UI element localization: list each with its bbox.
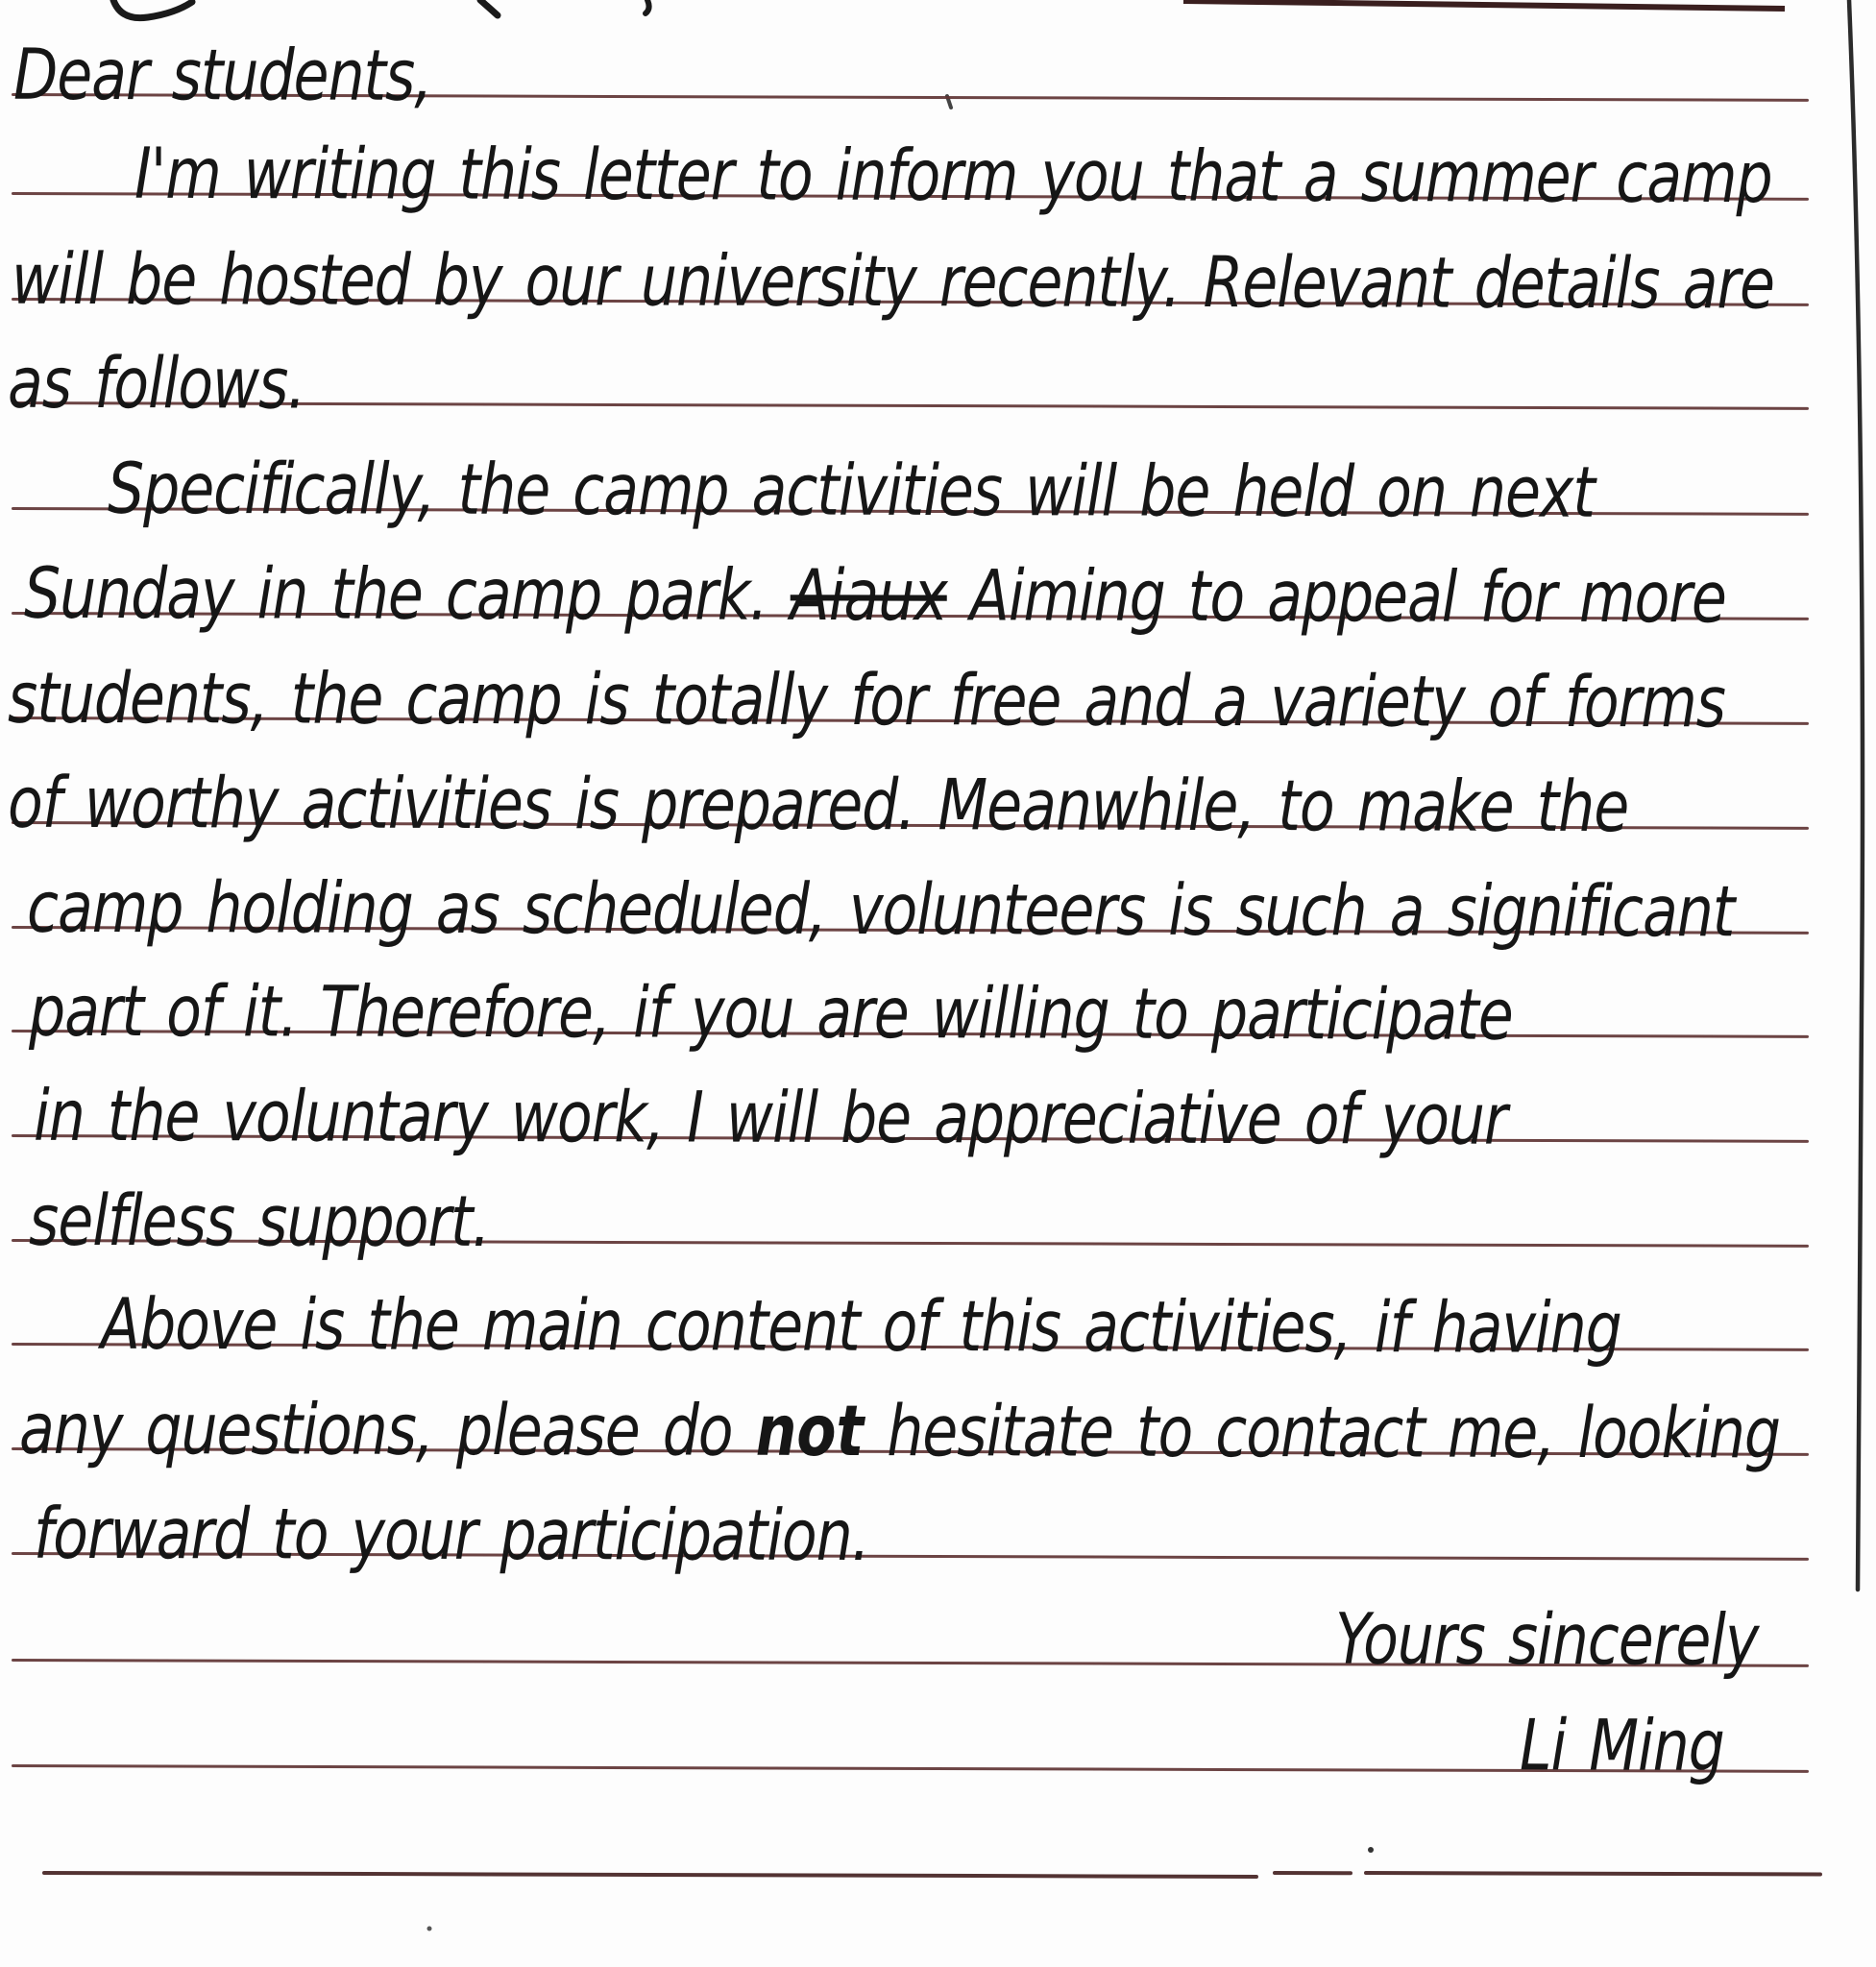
handwritten-line bbox=[33, 1493, 869, 1578]
handwritten-line bbox=[1520, 1705, 1725, 1788]
bottom-rule-segment bbox=[42, 1871, 1258, 1879]
ink-speck-dot bbox=[427, 1927, 432, 1931]
text-segment: selfless support. bbox=[28, 1179, 490, 1264]
text-segment: camp holding as scheduled, volunteers is such a significant bbox=[26, 866, 1735, 954]
ink-remnant-descender bbox=[113, 0, 192, 18]
handwritten-line bbox=[11, 238, 1775, 326]
text-segment: Sunday in the camp park. bbox=[23, 552, 791, 638]
handwritten-line bbox=[100, 1283, 1621, 1371]
text-segment: Above is the main content of this activities, if having bbox=[100, 1283, 1621, 1371]
handwritten-line bbox=[1334, 1598, 1759, 1683]
handwritten-line bbox=[26, 866, 1735, 954]
ink-remnant-comma bbox=[646, 0, 649, 13]
ink-speck-dot bbox=[1368, 1847, 1374, 1853]
handwritten-line bbox=[33, 1075, 1507, 1162]
bottom-rule-segment bbox=[1364, 1871, 1822, 1876]
handwritten-line bbox=[18, 1388, 1781, 1475]
handwritten-line bbox=[28, 970, 1513, 1057]
page-edge-line bbox=[1849, 0, 1863, 1590]
text-segment: not bbox=[755, 1390, 865, 1473]
text-segment: Dear students, bbox=[12, 34, 432, 118]
text-segment: as follows. bbox=[7, 342, 305, 425]
text-segment: will be hosted by our university recently. Relevant details are bbox=[11, 238, 1775, 326]
ink-remnant-stroke bbox=[480, 0, 498, 15]
text-segment: hesitate to contact me, looking bbox=[864, 1390, 1781, 1475]
text-segment: Aiming to appeal for more bbox=[946, 555, 1726, 640]
text-segment: in the voluntary work, I will be appreciative of your bbox=[33, 1075, 1507, 1162]
handwritten-line bbox=[7, 342, 305, 425]
text-segment: forward to your participation. bbox=[33, 1493, 869, 1578]
handwritten-line bbox=[107, 448, 1596, 535]
text-segment: Specifically, the camp activities will be held on next bbox=[107, 448, 1596, 535]
top-partial-rule bbox=[1183, 1, 1785, 9]
handwritten-line bbox=[23, 552, 1726, 640]
text-segment: Li Ming bbox=[1520, 1705, 1725, 1788]
struck-out-word: Aiaux bbox=[790, 554, 947, 638]
handwritten-line bbox=[12, 34, 432, 118]
handwritten-line bbox=[7, 762, 1629, 849]
handwritten-line bbox=[28, 1179, 490, 1264]
text-segment: Yours sincerely bbox=[1334, 1598, 1759, 1683]
text-segment: any questions, please do bbox=[18, 1388, 756, 1473]
handwritten-line bbox=[134, 133, 1772, 220]
text-segment: students, the camp is totally for free and a variety of forms bbox=[7, 657, 1726, 744]
bottom-rule-segment bbox=[1273, 1871, 1352, 1875]
text-segment: I'm writing this letter to inform you that a summer camp bbox=[134, 133, 1772, 220]
handwritten-line bbox=[7, 657, 1726, 744]
text-segment: part of it. Therefore, if you are willing to participate bbox=[28, 970, 1513, 1057]
text-segment: of worthy activities is prepared. Meanwhile, to make the bbox=[7, 762, 1629, 849]
